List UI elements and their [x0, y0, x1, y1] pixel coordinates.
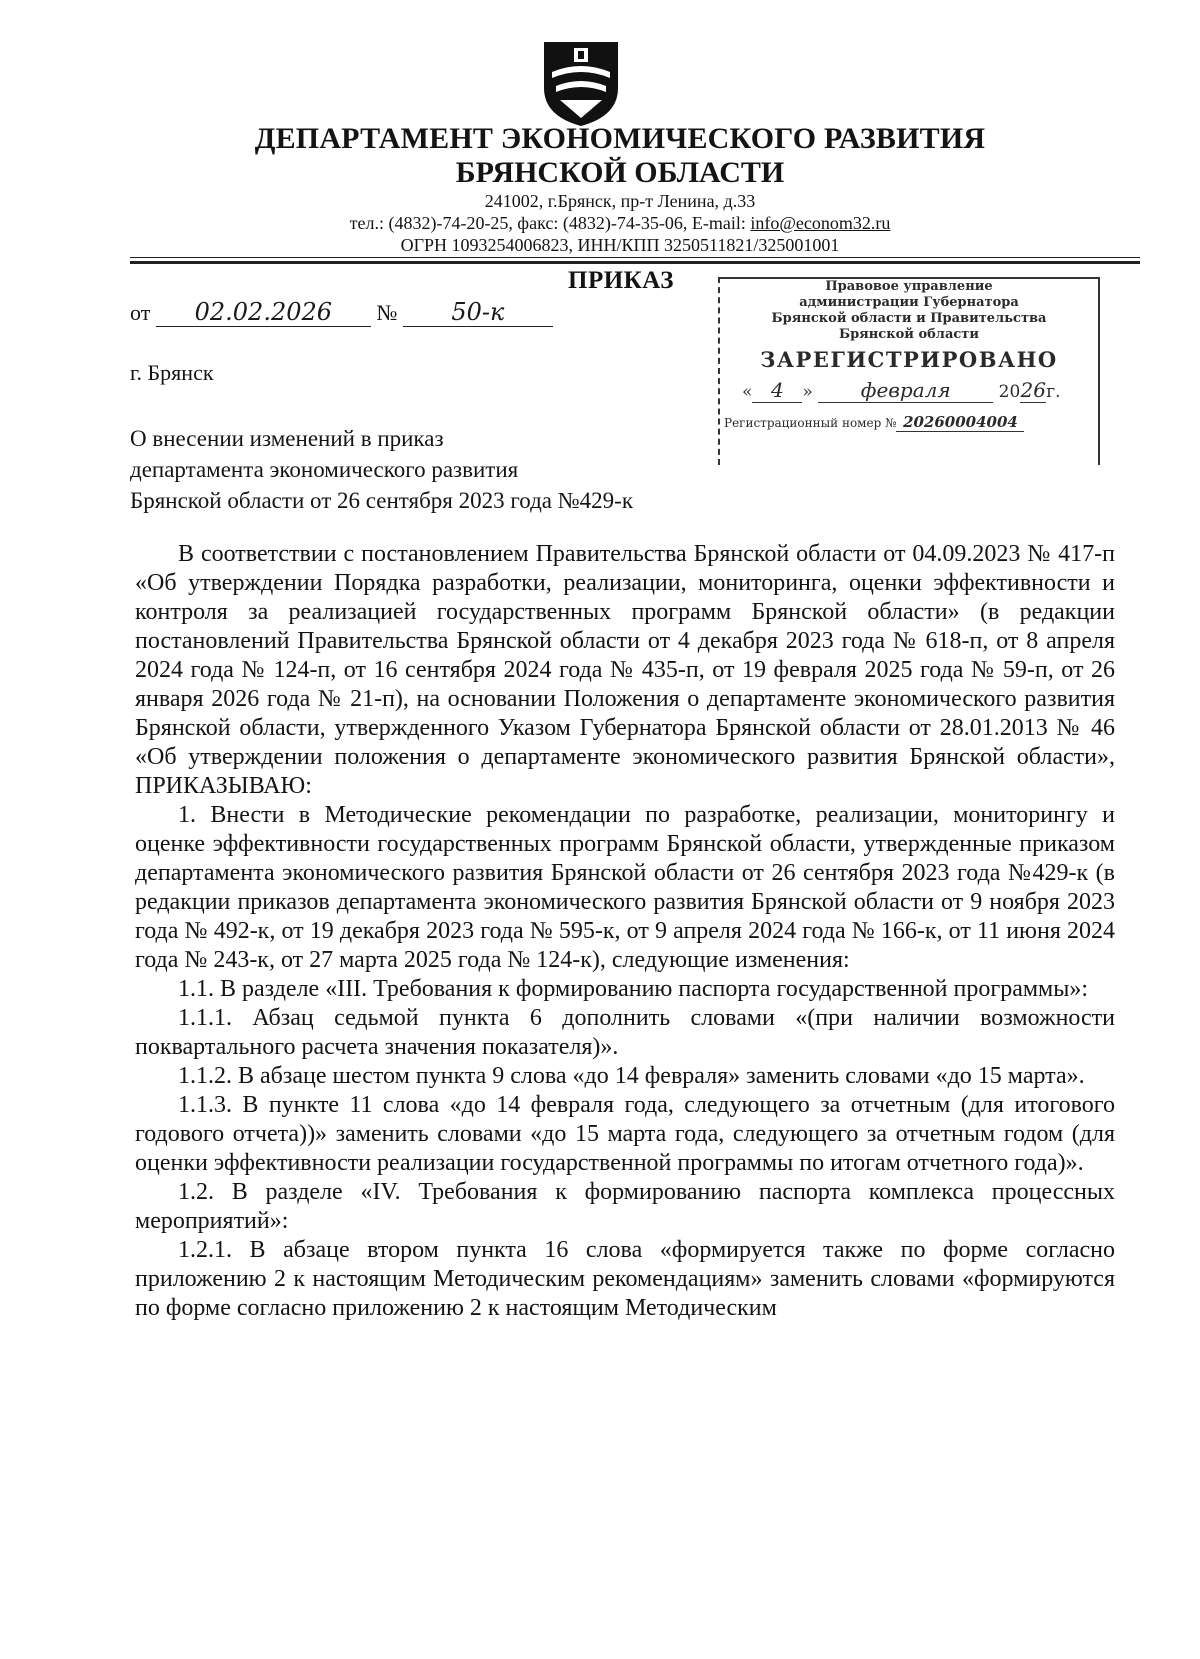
stamp-reg-number: 20260004004 [896, 413, 1024, 432]
handwritten-date: 02.02.2026 [156, 298, 371, 327]
subject-line: Брянской области от 26 сентября 2023 года №429-к [130, 488, 634, 513]
registration-stamp [718, 277, 1100, 465]
stamp-quote-open: « [742, 382, 753, 402]
stamp-line: Правовое управление [825, 279, 993, 294]
order-body [135, 540, 1115, 1323]
stamp-reg-label: Регистрационный номер № [724, 416, 897, 430]
body-paragraph: 1.1.1. Абзац седьмой пункта 6 дополнить словами «(при наличии возможности поквартального расчета значения показателя)». [135, 1005, 1115, 1060]
stamp-line: Брянской области [838, 327, 979, 342]
body-paragraph: 1.2.1. В абзаце втором пункта 16 слова «формируется также по форме согласно приложению 2 к настоящим Методическим рекомендациям» заменить словами «формируются по форме согласно приложению 2 к настоящим Методическим [135, 1237, 1115, 1321]
department-registry-ids: ОГРН 1093254006823, ИНН/КПП 3250511821/325001001 [400, 235, 840, 255]
body-paragraph: 1.1.2. В абзаце шестом пункта 9 слова «до 14 февраля» заменить словами «до 15 марта». [178, 1063, 1085, 1089]
body-paragraph: В соответствии с постановлением Правительства Брянской области от 04.09.2023 № 417-п «Об утверждении Порядка разработки, реализации, мониторинга, оценки эффективности и контроля за реализацией государственных программ Брянской области» (в редакции постановлений Правительства Брянской области от 4 декабря 2023 года № 618-п, от 8 апреля 2024 года № 124-п, от 16 сентября 2024 года № 435-п, от 19 февраля 2025 года № 59-п, от 26 января 2026 года № 21-п), на основании Положения о департаменте экономического развития Брянской области, утвержденного Указом Губернатора Брянской области от 28.01.2013 № 46 «Об утверждении положения о департаменте экономического развития Брянской области», ПРИКАЗЫВАЮ: [135, 541, 1115, 799]
stamp-quote-close: » [802, 382, 813, 402]
department-address: 241002, г.Брянск, пр-т Ленина, д.33 [484, 191, 756, 211]
stamp-line: Брянской области и Правительства [771, 311, 1047, 326]
header-divider-thin [130, 257, 1140, 258]
stamp-day: 4 [752, 378, 802, 403]
coat-of-arms-emblem [538, 36, 624, 128]
stamp-reg-number-line [720, 413, 1098, 432]
contacts-phone-fax: тел.: (4832)-74-20-25, факс: (4832)-74-35-06, E-mail: [349, 213, 751, 233]
order-subject [130, 423, 633, 516]
stamp-date [720, 378, 1098, 403]
order-date-number-line [130, 298, 553, 327]
body-paragraph: 1.1. В разделе «III. Требования к формированию паспорта государственной программы»: [178, 976, 1089, 1002]
body-paragraph: 1.1.3. В пункте 11 слова «до 14 февраля года, следующего за отчетным (для итогового годового отчета))» заменить словами «до 15 марта года, следующего за отчетным годом (для оценки эффективности реализации государственной программы по итогам отчетного года)». [135, 1092, 1115, 1176]
department-name: ДЕПАРТАМЕНТ ЭКОНОМИЧЕСКОГО РАЗВИТИЯ [254, 122, 986, 155]
handwritten-order-number: 50-к [403, 298, 553, 327]
department-region: БРЯНСКОЙ ОБЛАСТИ [455, 156, 785, 189]
email-link[interactable]: info@econom32.ru [750, 213, 891, 233]
stamp-line: администрации Губернатора [799, 295, 1019, 310]
subject-line: О внесении изменений в приказ [130, 426, 444, 451]
header-divider-thick [130, 261, 1140, 264]
subject-line: департамента экономического развития [130, 457, 519, 482]
department-contacts [120, 212, 1120, 234]
stamp-registered: ЗАРЕГИСТРИРОВАНО [760, 347, 1058, 372]
body-paragraph: 1. Внести в Методические рекомендации по разработке, реализации, мониторингу и оценке эффективности государственных программ Брянской области, утвержденные приказом департамента экономического развития Брянской области от 26 сентября 2023 года №429-к (в редакции приказов департамента экономического развития Брянской области от 9 ноября 2023 года № 492-к, от 19 декабря 2023 года № 595-к, от 9 апреля 2024 года № 166-к, от 11 июня 2024 года № 243-к, от 27 марта 2025 года № 124-к), следующие изменения: [135, 802, 1115, 973]
order-city: г. Брянск [130, 360, 214, 385]
order-title: ПРИКАЗ [568, 267, 674, 294]
date-prefix: от [130, 300, 151, 325]
stamp-month: февраля [818, 378, 993, 403]
number-prefix: № [376, 300, 398, 325]
stamp-year: 26 [1020, 378, 1046, 402]
letterhead [120, 122, 1120, 256]
stamp-year-suffix: г. [1046, 382, 1061, 402]
stamp-year-prefix: 20 [998, 382, 1021, 402]
body-paragraph: 1.2. В разделе «IV. Требования к формированию паспорта комплекса процессных мероприятий»: [135, 1179, 1115, 1234]
